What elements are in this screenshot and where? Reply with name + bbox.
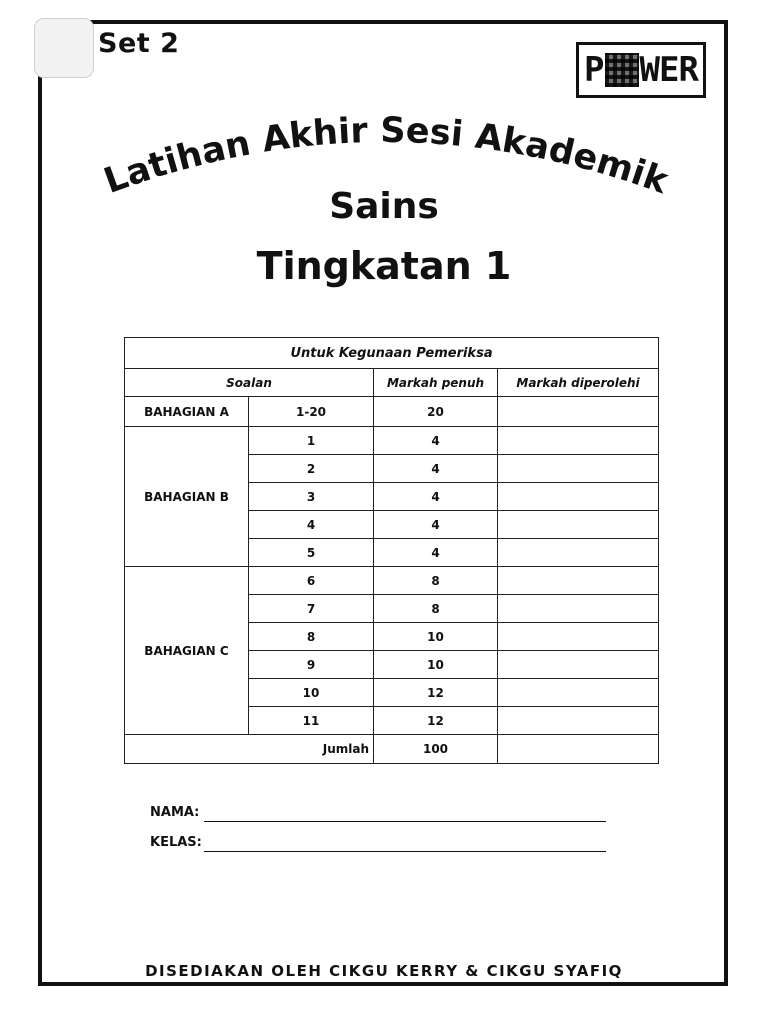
- obtained-cell[interactable]: [498, 511, 659, 539]
- table-caption: Untuk Kegunaan Pemeriksa: [125, 338, 659, 369]
- marks-table: [124, 337, 659, 764]
- question-number: 8: [249, 623, 374, 651]
- question-number: 2: [249, 455, 374, 483]
- question-number: 7: [249, 595, 374, 623]
- table-row: [125, 567, 659, 595]
- form-level-title: Tingkatan 1: [256, 244, 512, 288]
- question-number: 1: [249, 427, 374, 455]
- arc-title-text: Latihan Akhir Sesi Akademik: [98, 110, 673, 203]
- logo-text-right: WER: [639, 50, 698, 90]
- name-label: NAMA:: [150, 805, 200, 820]
- table-total-row: [125, 735, 659, 764]
- obtained-cell[interactable]: [498, 567, 659, 595]
- question-number: 3: [249, 483, 374, 511]
- obtained-cell[interactable]: [498, 455, 659, 483]
- col-soalan: Soalan: [125, 369, 374, 397]
- obtained-cell[interactable]: [498, 623, 659, 651]
- name-field[interactable]: [150, 805, 199, 820]
- question-marks: 8: [374, 567, 498, 595]
- question-number: 6: [249, 567, 374, 595]
- total-obtained[interactable]: [498, 735, 659, 764]
- question-number: 4: [249, 511, 374, 539]
- question-number: 10: [249, 679, 374, 707]
- obtained-cell[interactable]: [498, 595, 659, 623]
- total-value: 100: [374, 735, 498, 764]
- obtained-cell[interactable]: [498, 651, 659, 679]
- obtained-cell[interactable]: [498, 707, 659, 735]
- obtained-cell[interactable]: [498, 483, 659, 511]
- question-marks: 10: [374, 651, 498, 679]
- table-header-row: [125, 369, 659, 397]
- obtained-cell[interactable]: [498, 539, 659, 567]
- section-a-obtained[interactable]: [498, 397, 659, 427]
- logo-text-left: P: [584, 50, 604, 90]
- class-label: KELAS:: [150, 835, 202, 850]
- section-a-range: 1-20: [249, 397, 374, 427]
- section-a-label: BAHAGIAN A: [125, 397, 249, 427]
- question-number: 5: [249, 539, 374, 567]
- question-marks: 12: [374, 707, 498, 735]
- table-row: [125, 397, 659, 427]
- section-b-label: BAHAGIAN B: [125, 427, 249, 567]
- footer-credit: DISEDIAKAN OLEH CIKGU KERRY & CIKGU SYAFIQ: [145, 962, 623, 980]
- table-caption-row: [125, 338, 659, 369]
- question-marks: 4: [374, 539, 498, 567]
- corner-tab: [34, 18, 94, 78]
- logo-pixel-icon: [605, 53, 639, 87]
- set-label: Set 2: [98, 28, 180, 59]
- section-c-label: BAHAGIAN C: [125, 567, 249, 735]
- table-row: [125, 427, 659, 455]
- question-marks: 8: [374, 595, 498, 623]
- class-field[interactable]: [150, 835, 202, 850]
- question-marks: 4: [374, 455, 498, 483]
- question-number: 9: [249, 651, 374, 679]
- name-line: [204, 821, 606, 822]
- subject-title: Sains: [329, 186, 439, 227]
- section-a-marks: 20: [374, 397, 498, 427]
- question-marks: 10: [374, 623, 498, 651]
- question-marks: 4: [374, 427, 498, 455]
- question-number: 11: [249, 707, 374, 735]
- obtained-cell[interactable]: [498, 679, 659, 707]
- obtained-cell[interactable]: [498, 427, 659, 455]
- class-line: [204, 851, 606, 852]
- question-marks: 4: [374, 483, 498, 511]
- question-marks: 12: [374, 679, 498, 707]
- col-full-marks: Markah penuh: [374, 369, 498, 397]
- question-marks: 4: [374, 511, 498, 539]
- col-obtained-marks: Markah diperolehi: [498, 369, 659, 397]
- total-label: Jumlah: [125, 735, 374, 764]
